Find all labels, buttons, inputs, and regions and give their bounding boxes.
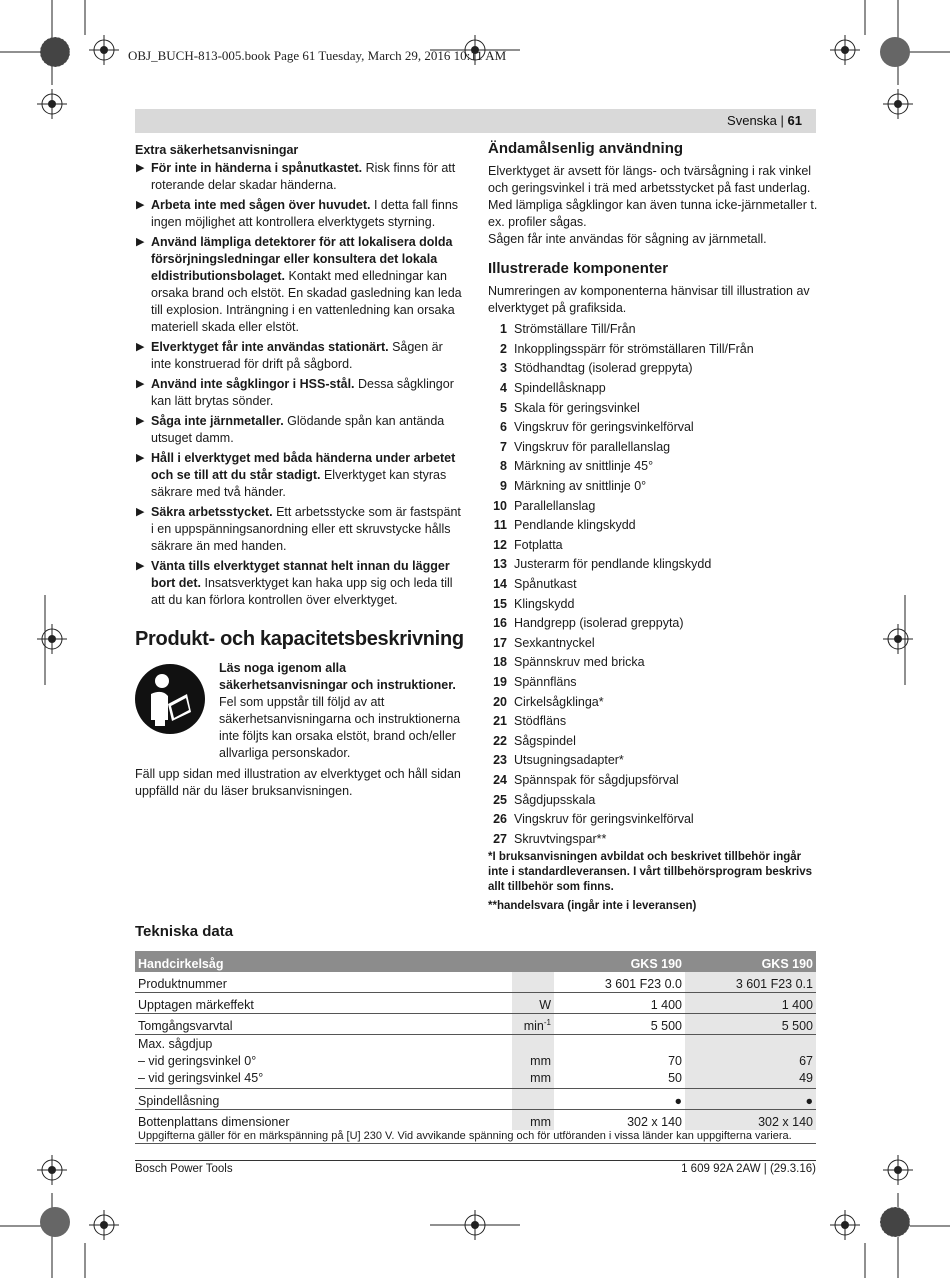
accessory-footnote: *I bruksanvisningen avbildat och beskrivet tillbehör ingår inte i standardleveransen. I vårt tillbehörsprogram beskrivs allt tillbehör som finns. <box>488 851 813 894</box>
row-label: Bottenplattans dimensioner <box>138 1115 290 1129</box>
component-number: 17 <box>493 635 507 650</box>
component-label: Märkning av snittlinje 45° <box>514 459 654 474</box>
row-value-2: 3 601 F23 0.1 <box>685 972 816 993</box>
bullet-triangle-icon: ▶ <box>136 341 145 353</box>
safety-item-text: Ett arbetsstycke som är fastspänt i en uppspänningsanordning eller ett skruvstycke hålls säkrare än med handen. <box>151 505 461 553</box>
safety-item-text: Elverktyget kan styras säkrare med två händer. <box>151 468 447 499</box>
row-label <box>135 1035 512 1089</box>
row-value-2: 302 x 140 <box>685 1110 816 1131</box>
footer-divider <box>135 1160 816 1161</box>
component-item <box>488 379 818 399</box>
component-item <box>488 692 818 712</box>
warning-text: Fel som uppstår till följd av att säkerhetsanvisningarna och instruktionerna inte följts kan orsaka elstöt, brand och/eller allvarliga personskador. <box>219 695 461 760</box>
row-value-2 <box>685 1035 816 1089</box>
page-header <box>135 109 816 133</box>
component-label: Handgrepp (isolerad greppyta) <box>514 616 684 631</box>
header-language-page: Svenska | 61 <box>727 113 802 128</box>
bullet-triangle-icon: ▶ <box>136 415 145 427</box>
component-number: 24 <box>493 772 507 787</box>
left-column <box>135 142 465 800</box>
component-item <box>488 536 818 556</box>
row-value-2: 5 500 <box>685 1014 816 1035</box>
header-language: Svenska <box>727 113 777 128</box>
product-title: Produkt- och kapacitetsbeskrivning <box>135 628 464 650</box>
component-number: 27 <box>493 831 507 846</box>
safety-item-bold: Säkra arbetsstycket. <box>151 505 273 519</box>
component-number: 9 <box>500 479 507 494</box>
component-label: Klingskydd <box>514 596 575 611</box>
row-label: Produktnummer <box>135 972 512 993</box>
row-value-2: ● <box>685 1089 816 1110</box>
depth-sub-45: – vid geringsvinkel 45° <box>138 1071 264 1085</box>
component-label: Märkning av snittlinje 0° <box>514 479 647 494</box>
row-unit <box>512 972 554 993</box>
table-row <box>135 1014 816 1035</box>
safety-item-bold: För inte in händerna i spånutkastet. <box>151 161 363 175</box>
component-number: 12 <box>493 537 507 552</box>
row-unit: W <box>512 993 554 1014</box>
component-item <box>488 438 818 458</box>
component-item <box>488 418 818 438</box>
depth-v2-0: 67 <box>799 1054 813 1068</box>
component-item <box>488 496 818 516</box>
component-label: Sågspindel <box>514 733 576 748</box>
component-number: 26 <box>493 812 507 827</box>
components-list <box>488 320 818 849</box>
component-label: Vingskruv för geringsvinkelförval <box>514 812 694 827</box>
component-number: 18 <box>493 655 507 670</box>
safety-item <box>135 339 465 373</box>
safety-item-text: Sågen är inte konstruerad för drift på sågbord. <box>151 340 443 371</box>
component-number: 14 <box>493 577 507 592</box>
component-label: Spånutkast <box>514 577 577 592</box>
component-item <box>488 594 818 614</box>
safety-item-bold: Arbeta inte med sågen över huvudet. <box>151 198 371 212</box>
usage-heading: Ändamålsenlig användning <box>488 140 684 157</box>
component-label: Spännskruv med bricka <box>514 655 645 670</box>
table-header-model-2: GKS 190 <box>685 951 816 972</box>
component-item <box>488 810 818 830</box>
row-value-1: 302 x 140 <box>627 1115 682 1129</box>
row-unit <box>512 1089 554 1110</box>
table-note-row <box>135 1130 816 1144</box>
component-number: 4 <box>500 381 507 396</box>
table-header-model-1: GKS 190 <box>554 951 685 972</box>
component-label: Inkopplingsspärr för strömställaren Till/Från <box>514 341 754 356</box>
safety-item <box>135 558 465 609</box>
component-label: Cirkelsågklinga* <box>514 694 604 709</box>
component-number: 10 <box>493 498 507 513</box>
component-item <box>488 398 818 418</box>
bullet-triangle-icon: ▶ <box>136 199 145 211</box>
component-label: Spännfläns <box>514 674 577 689</box>
bullet-triangle-icon: ▶ <box>136 452 145 464</box>
commercial-footnote: **handelsvara (ingår inte i leveransen) <box>488 900 697 913</box>
book-info-line: OBJ_BUCH-813-005.book Page 61 Tuesday, March 29, 2016 10:11 AM <box>128 48 507 63</box>
row-value-1 <box>554 1035 685 1089</box>
component-number: 16 <box>493 616 507 631</box>
safety-item-text: I detta fall finns ingen möjlighet att kontrollera elverktygets styrning. <box>151 198 459 229</box>
component-item <box>488 771 818 791</box>
depth-unit-2: mm <box>530 1071 551 1085</box>
table-row <box>135 1089 816 1110</box>
component-label: Sågdjupsskala <box>514 792 596 807</box>
row-value-1: 3 601 F23 0.0 <box>554 972 685 993</box>
component-item <box>488 634 818 654</box>
row-unit <box>512 1014 554 1035</box>
component-number: 11 <box>493 518 507 533</box>
component-item <box>488 653 818 673</box>
read-instructions-warning <box>135 660 465 762</box>
row-label: Tomgångsvarvtal <box>135 1014 512 1035</box>
component-number: 25 <box>493 792 507 807</box>
component-item <box>488 614 818 634</box>
row-label: Spindellåsning <box>135 1089 512 1110</box>
component-label: Fotplatta <box>514 537 563 552</box>
component-label: Stödhandtag (isolerad greppyta) <box>514 361 693 376</box>
table-row <box>135 993 816 1014</box>
usage-text: Elverktyget är avsett för längs- och tvärsågning i rak vinkel och geringsvinkel i trä med arbetsstycket på fast underlag. Med lämpliga sågklingor kan även tunna icke-järnmetaller t. ex. profiler sågas. <box>488 164 818 229</box>
safety-item-bold: Vänta tills elverktyget stannat helt innan du lägger bort det. <box>151 559 450 590</box>
bullet-triangle-icon: ▶ <box>136 236 145 248</box>
component-label: Stödfläns <box>514 714 567 729</box>
component-item <box>488 751 818 771</box>
safety-item-text: Dessa sågklingor kan lätt brytas sönder. <box>151 377 454 408</box>
components-heading: Illustrerade komponenter <box>488 260 669 277</box>
row-unit <box>512 1035 554 1089</box>
table-header-row <box>135 951 816 972</box>
safety-heading: Extra säkerhetsanvisningar <box>135 143 299 157</box>
component-label: Skruvtvingspar** <box>514 831 607 846</box>
component-number: 5 <box>500 400 507 415</box>
component-number: 20 <box>493 694 507 709</box>
depth-v1-45: 50 <box>668 1071 682 1085</box>
component-item <box>488 477 818 497</box>
component-label: Justerarm för pendlande klingskydd <box>514 557 712 572</box>
depth-v1-0: 70 <box>668 1054 682 1068</box>
table-note: Uppgifterna gäller för en märkspänning på [U] 230 V. Vid avvikande spänning och för utföranden i vissa länder kan uppgifterna variera. <box>135 1130 816 1144</box>
component-item <box>488 555 818 575</box>
footer-brand: Bosch Power Tools <box>135 1163 233 1175</box>
row-value-1: ● <box>554 1089 685 1110</box>
row-unit: mm <box>512 1110 554 1131</box>
depth-sub-0: – vid geringsvinkel 0° <box>138 1054 257 1068</box>
safety-item-text: Risk finns för att roterande delar skadar händerna. <box>151 161 456 192</box>
components-intro: Numreringen av komponenterna hänvisar till illustration av elverktyget på grafiksida. <box>488 284 810 315</box>
read-manual-icon <box>135 664 205 734</box>
component-label: Vingskruv för geringsvinkelförval <box>514 420 694 435</box>
safety-item <box>135 376 465 410</box>
component-label: Spindellåsknapp <box>514 381 606 396</box>
component-number: 3 <box>500 361 507 376</box>
component-number: 2 <box>500 341 507 356</box>
row-label: Upptagen märkeffekt <box>135 993 512 1014</box>
safety-item-bold: Använd lämpliga detektorer för att lokalisera dolda försörjningsledningar eller konsultera det lokala eldistributionsbolaget. <box>151 235 453 283</box>
page-number: 61 <box>787 113 802 128</box>
tech-data-heading: Tekniska data <box>135 923 234 940</box>
row-value-1: 5 500 <box>554 1014 685 1035</box>
component-number: 15 <box>493 596 507 611</box>
usage-text-2: Sågen får inte användas för sågning av järnmetall. <box>488 232 767 246</box>
safety-list <box>135 160 465 609</box>
component-label: Sexkantnyckel <box>514 635 595 650</box>
component-label: Skala för geringsvinkel <box>514 400 640 415</box>
depth-v2-45: 49 <box>799 1071 813 1085</box>
table-header-label: Handcirkelsåg <box>135 951 512 972</box>
component-label: Strömställare Till/Från <box>514 322 636 337</box>
right-column <box>488 140 818 914</box>
component-item <box>488 673 818 693</box>
table-row <box>135 1110 816 1131</box>
safety-item <box>135 450 465 501</box>
component-item <box>488 340 818 360</box>
safety-item-text: Glödande spån kan antända utsuget damm. <box>151 414 445 445</box>
bullet-triangle-icon: ▶ <box>136 506 145 518</box>
component-label: Vingskruv för parallellanslag <box>514 439 671 454</box>
table-header-unit <box>512 951 554 972</box>
safety-item <box>135 413 465 447</box>
safety-item <box>135 160 465 194</box>
safety-item <box>135 197 465 231</box>
footer-doc-number: 1 609 92A 2AW | (29.3.16) <box>681 1163 816 1175</box>
component-label: Utsugningsadapter* <box>514 753 624 768</box>
unit-superscript: -1 <box>543 1017 551 1027</box>
component-item <box>488 790 818 810</box>
table-row-depth <box>135 1035 816 1089</box>
safety-item-bold: Håll i elverktyget med båda händerna under arbetet och se till att du står stadigt. <box>151 451 456 482</box>
tech-data-table <box>135 951 816 1144</box>
component-item <box>488 320 818 340</box>
safety-item <box>135 234 465 336</box>
component-number: 6 <box>500 420 507 435</box>
component-number: 1 <box>500 322 507 337</box>
bullet-triangle-icon: ▶ <box>136 560 145 572</box>
bullet-triangle-icon: ▶ <box>136 162 145 174</box>
component-label: Spännspak för sågdjupsförval <box>514 772 679 787</box>
safety-item-bold: Såga inte järnmetaller. <box>151 414 284 428</box>
component-number: 8 <box>500 459 507 474</box>
component-item <box>488 516 818 536</box>
component-number: 19 <box>493 674 507 689</box>
component-item <box>488 731 818 751</box>
depth-label: Max. sågdjup <box>138 1037 213 1051</box>
component-number: 7 <box>500 439 507 454</box>
unit-base: min <box>523 1019 544 1033</box>
component-item <box>488 457 818 477</box>
component-label: Parallellanslag <box>514 498 596 513</box>
row-value-1: 1 400 <box>554 993 685 1014</box>
component-number: 22 <box>493 733 507 748</box>
safety-item-text: Kontakt med elledningar kan orsaka brand och elstöt. En skadad gasledning kan leda till explosion. Inträngning i en vattenledning kan orsaka materiell skada eller elstöt. <box>151 269 462 334</box>
component-number: 23 <box>493 753 507 768</box>
safety-item <box>135 504 465 555</box>
fold-instruction: Fäll upp sidan med illustration av elverktyget och håll sidan uppfälld när du läser bruksanvisningen. <box>135 767 461 798</box>
component-number: 21 <box>493 714 507 729</box>
component-label: Pendlande klingskydd <box>514 518 636 533</box>
component-item <box>488 712 818 732</box>
component-item <box>488 359 818 379</box>
row-value-2: 1 400 <box>685 993 816 1014</box>
bullet-triangle-icon: ▶ <box>136 378 145 390</box>
table-row <box>135 972 816 993</box>
safety-item-bold: Elverktyget får inte användas stationärt. <box>151 340 389 354</box>
component-item <box>488 829 818 849</box>
component-item <box>488 575 818 595</box>
depth-unit-1: mm <box>530 1054 551 1068</box>
warning-bold: Läs noga igenom alla säkerhetsanvisningar och instruktioner. <box>219 661 456 692</box>
safety-item-bold: Använd inte sågklingor i HSS-stål. <box>151 377 355 391</box>
component-number: 13 <box>493 557 507 572</box>
safety-item-text: Insatsverktyget kan haka upp sig och leda till att du kan förlora kontrollen över elverktyget. <box>151 576 453 607</box>
